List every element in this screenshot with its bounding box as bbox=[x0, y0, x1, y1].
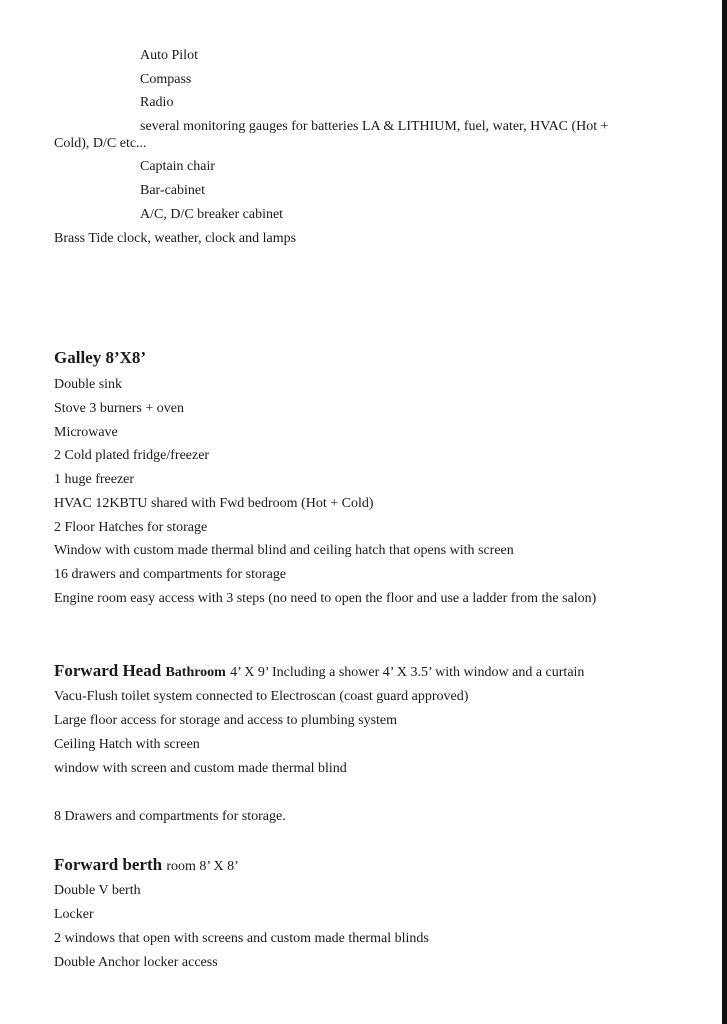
galley-item: Microwave bbox=[54, 425, 118, 440]
forward-head-item: Ceiling Hatch with screen bbox=[54, 737, 200, 752]
galley-heading: Galley 8’X8’ bbox=[54, 348, 147, 367]
forward-head-title: Forward Head bbox=[54, 661, 162, 680]
galley-item: Engine room easy access with 3 steps (no need to open the floor and use a ladder from the salon) bbox=[54, 591, 597, 606]
forward-berth-heading bbox=[54, 856, 239, 875]
forward-berth-dimensions: room 8’ X 8’ bbox=[166, 859, 239, 874]
galley-item: Stove 3 burners + oven bbox=[54, 401, 184, 416]
forward-berth-item: Locker bbox=[54, 907, 94, 922]
forward-berth-item: 2 windows that open with screens and custom made thermal blinds bbox=[54, 931, 429, 946]
galley-item: 1 huge freezer bbox=[54, 472, 135, 487]
gauges-line-2: Cold), D/C etc... bbox=[54, 136, 147, 151]
helm-item-breaker-cabinet: A/C, D/C breaker cabinet bbox=[140, 207, 284, 222]
helm-item-compass: Compass bbox=[140, 72, 192, 87]
gauges-line-1: several monitoring gauges for batteries LA & LITHIUM, fuel, water, HVAC (Hot + bbox=[140, 119, 609, 134]
helm-item-brass-clock: Brass Tide clock, weather, clock and lamps bbox=[54, 231, 297, 246]
galley-item: 16 drawers and compartments for storage bbox=[54, 567, 287, 582]
forward-head-subtitle: Bathroom bbox=[165, 665, 226, 680]
helm-item-auto-pilot: Auto Pilot bbox=[140, 48, 198, 63]
forward-head-item: Large floor access for storage and access to plumbing system bbox=[54, 713, 398, 728]
forward-berth-title: Forward berth bbox=[54, 855, 163, 874]
helm-item-gauges bbox=[54, 118, 644, 152]
page-edge bbox=[722, 0, 727, 1024]
forward-head-drawers: 8 Drawers and compartments for storage. bbox=[54, 809, 286, 824]
galley-item: Double sink bbox=[54, 377, 123, 392]
forward-head-heading bbox=[54, 662, 584, 681]
forward-head-item: window with screen and custom made thermal blind bbox=[54, 761, 347, 776]
forward-berth-item: Double Anchor locker access bbox=[54, 955, 218, 970]
galley-item: Window with custom made thermal blind and ceiling hatch that opens with screen bbox=[54, 543, 514, 558]
galley-item: 2 Cold plated fridge/freezer bbox=[54, 448, 210, 463]
galley-item: 2 Floor Hatches for storage bbox=[54, 520, 208, 535]
galley-item: HVAC 12KBTU shared with Fwd bedroom (Hot + Cold) bbox=[54, 496, 374, 511]
helm-item-captain-chair: Captain chair bbox=[140, 159, 216, 174]
helm-item-radio: Radio bbox=[140, 95, 174, 110]
forward-head-dimensions: 4’ X 9’ Including a shower 4’ X 3.5’ with window and a curtain bbox=[230, 665, 585, 680]
helm-item-bar-cabinet: Bar-cabinet bbox=[140, 183, 206, 198]
forward-head-item: Vacu-Flush toilet system connected to Electroscan (coast guard approved) bbox=[54, 689, 469, 704]
forward-berth-item: Double V berth bbox=[54, 883, 141, 898]
